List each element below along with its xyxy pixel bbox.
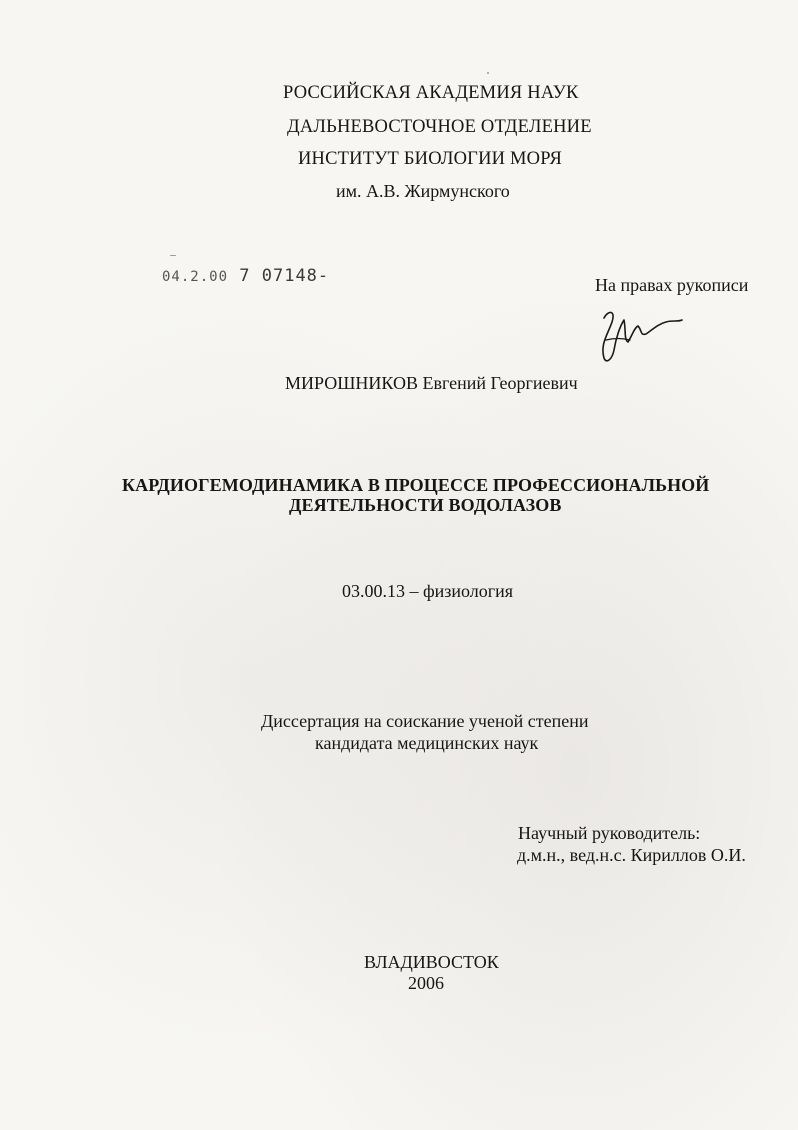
dissertation-title-line2: ДЕЯТЕЛЬНОСТИ ВОДОЛАЗОВ bbox=[289, 495, 562, 515]
paper-speck bbox=[170, 255, 176, 256]
manuscript-rights-note: На правах рукописи bbox=[595, 275, 749, 295]
specialty-code: 03.00.13 – физиология bbox=[342, 581, 514, 601]
header-branch: ДАЛЬНЕВОСТОЧНОЕ ОТДЕЛЕНИЕ bbox=[287, 117, 592, 137]
supervisor-name: д.м.н., вед.н.с. Кириллов О.И. bbox=[517, 845, 746, 865]
handwritten-signature bbox=[594, 300, 684, 370]
header-institute-name: им. А.В. Жирмунского bbox=[336, 181, 510, 201]
author-name: МИРОШНИКОВ Евгений Георгиевич bbox=[285, 373, 578, 393]
year: 2006 bbox=[408, 973, 444, 993]
degree-line2: кандидата медицинских наук bbox=[315, 733, 539, 753]
supervisor-label: Научный руководитель: bbox=[518, 823, 701, 843]
accession-number bbox=[162, 266, 329, 286]
accession-prefix: 04.2.00 bbox=[162, 269, 229, 285]
degree-line1: Диссертация на соискание ученой степени bbox=[261, 711, 589, 731]
accession-main: 7 07148 bbox=[239, 266, 318, 286]
city: ВЛАДИВОСТОК bbox=[364, 952, 499, 972]
header-academy: РОССИЙСКАЯ АКАДЕМИЯ НАУК bbox=[283, 83, 579, 103]
accession-suffix: - bbox=[317, 266, 330, 286]
header-institute: ИНСТИТУТ БИОЛОГИИ МОРЯ bbox=[298, 149, 563, 169]
dissertation-title-line1: КАРДИОГЕМОДИНАМИКА В ПРОЦЕССЕ ПРОФЕССИОНАЛЬНОЙ bbox=[122, 475, 710, 495]
paper-speck bbox=[487, 72, 489, 74]
